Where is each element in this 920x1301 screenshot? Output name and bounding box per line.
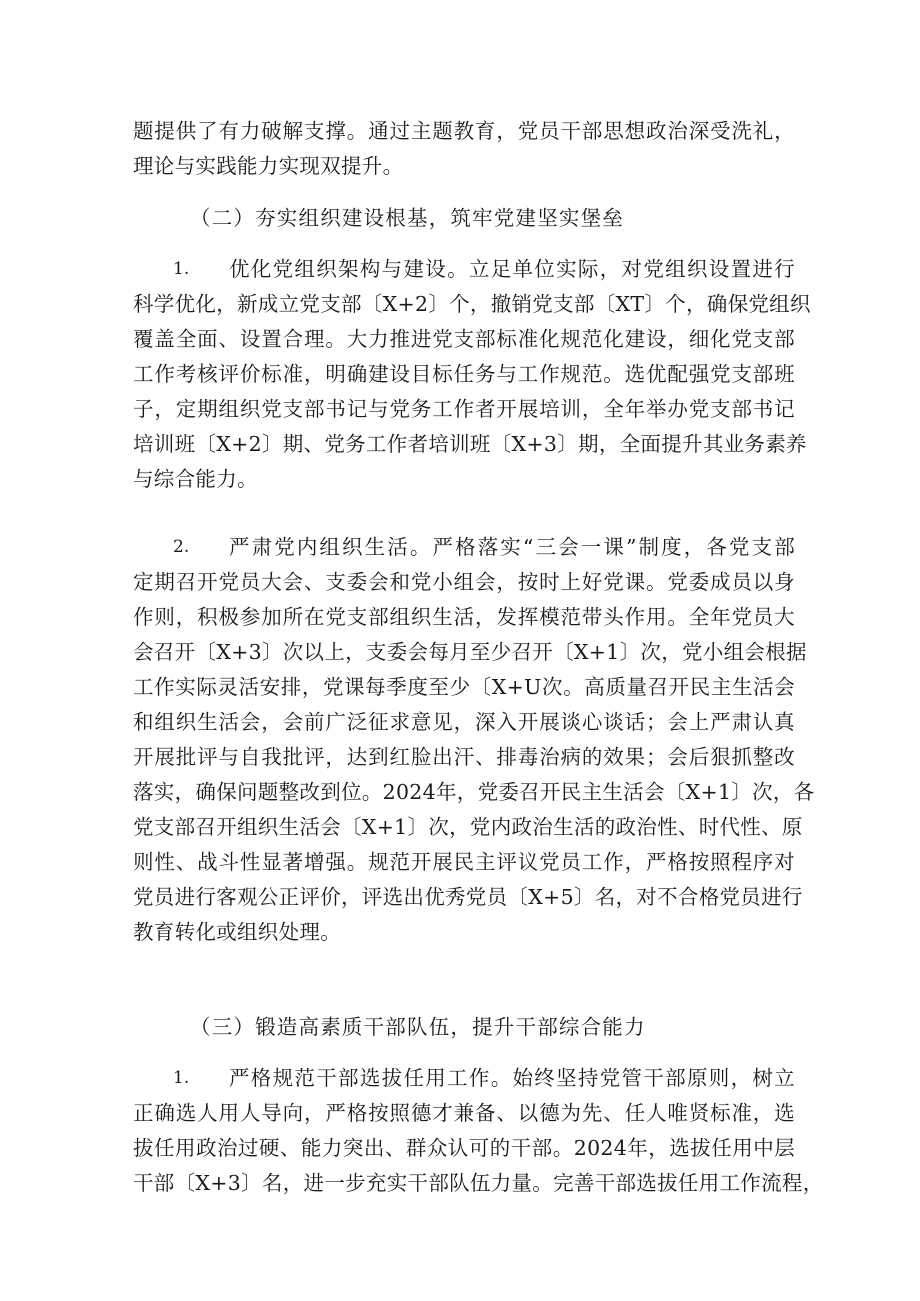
section2-item2-paragraph bbox=[133, 530, 815, 950]
section-heading-2: （二）夯实组织建设根基，筑牢党建坚实堡垒 bbox=[190, 206, 624, 230]
paragraph-line: 作则，积极参加所在党支部组织生活，发挥模范带头作用。全年党员大 bbox=[133, 605, 795, 629]
paragraph-line: 会召开〔X+3〕次以上，支委会每月至少召开〔X+1〕次，党小组会根据 bbox=[133, 640, 807, 664]
paragraph-line: 拔任用政治过硬、能力突出、群众认可的干部。2024年，选拔任用中层 bbox=[133, 1136, 795, 1160]
paragraph-line: 正确选人用人导向，严格按照德才兼备、以德为先、任人唯贤标准，选 bbox=[133, 1101, 795, 1125]
paragraph-line: 干部〔X+3〕名，进一步充实干部队伍力量。完善干部选拔任用工作流程， bbox=[133, 1171, 824, 1195]
item-first-text: 优化党组织架构与建设。立足单位实际，对党组织设置进行 bbox=[229, 257, 795, 281]
paragraph-line: 覆盖全面、设置合理。大力推进党支部标准化规范化建设，细化党支部 bbox=[133, 327, 795, 351]
item-first-line bbox=[133, 530, 795, 565]
item-first-text: 严肃党内组织生活。严格落实“三会一课”制度，各党支部 bbox=[229, 535, 795, 559]
item-first-line bbox=[133, 1061, 795, 1096]
item-number: 2. bbox=[173, 537, 190, 557]
section3-item1-paragraph bbox=[133, 1061, 824, 1201]
paragraph-line: 教育转化或组织处理。 bbox=[133, 920, 341, 944]
paragraph-line: 定期召开党员大会、支委会和党小组会，按时上好党课。党委成员以身 bbox=[133, 570, 795, 594]
item-first-text: 严格规范干部选拔任用工作。始终坚持党管干部原则，树立 bbox=[229, 1066, 795, 1090]
section-heading-3: （三）锻造高素质干部队伍，提升干部综合能力 bbox=[190, 1015, 646, 1039]
paragraph-line: 培训班〔X+2〕期、党务工作者培训班〔X+3〕期，全面提升其业务素养 bbox=[133, 432, 807, 456]
paragraph-line: 与综合能力。 bbox=[133, 467, 258, 491]
paragraph-line: 则性、战斗性显著增强。规范开展民主评议党员工作，严格按照程序对 bbox=[133, 850, 795, 874]
paragraph-line: 题提供了有力破解支撑。通过主题教育，党员干部思想政治深受洗礼， bbox=[133, 119, 795, 143]
item-number: 1. bbox=[173, 259, 190, 279]
paragraph-line: 党支部召开组织生活会〔X+1〕次，党内政治生活的政治性、时代性、原 bbox=[133, 815, 803, 839]
item-number: 1. bbox=[173, 1068, 190, 1088]
intro-paragraph bbox=[133, 114, 795, 184]
paragraph-line: 工作考核评价标准，明确建设目标任务与工作规范。选优配强党支部班 bbox=[133, 362, 795, 386]
paragraph-line: 和组织生活会，会前广泛征求意见，深入开展谈心谈话；会上严肃认真 bbox=[133, 710, 795, 734]
item-first-line bbox=[133, 252, 795, 287]
paragraph-line: 子，定期组织党支部书记与党务工作者开展培训，全年举办党支部书记 bbox=[133, 397, 795, 421]
paragraph-line: 党员进行客观公正评价，评选出优秀党员〔X+5〕名，对不合格党员进行 bbox=[133, 885, 803, 909]
paragraph-line: 落实，确保问题整改到位。2024年，党委召开民主生活会〔X+1〕次，各 bbox=[133, 780, 815, 804]
paragraph-line: 科学优化，新成立党支部〔X+2〕个，撤销党支部〔XT〕个，确保党组织 bbox=[133, 292, 811, 316]
section2-item1-paragraph bbox=[133, 252, 811, 497]
paragraph-line: 开展批评与自我批评，达到红脸出汗、排毒治病的效果；会后狠抓整改 bbox=[133, 745, 795, 769]
paragraph-line: 工作实际灵活安排，党课每季度至少〔X+U次。高质量召开民主生活会 bbox=[133, 675, 795, 699]
paragraph-line: 理论与实践能力实现双提升。 bbox=[133, 154, 404, 178]
